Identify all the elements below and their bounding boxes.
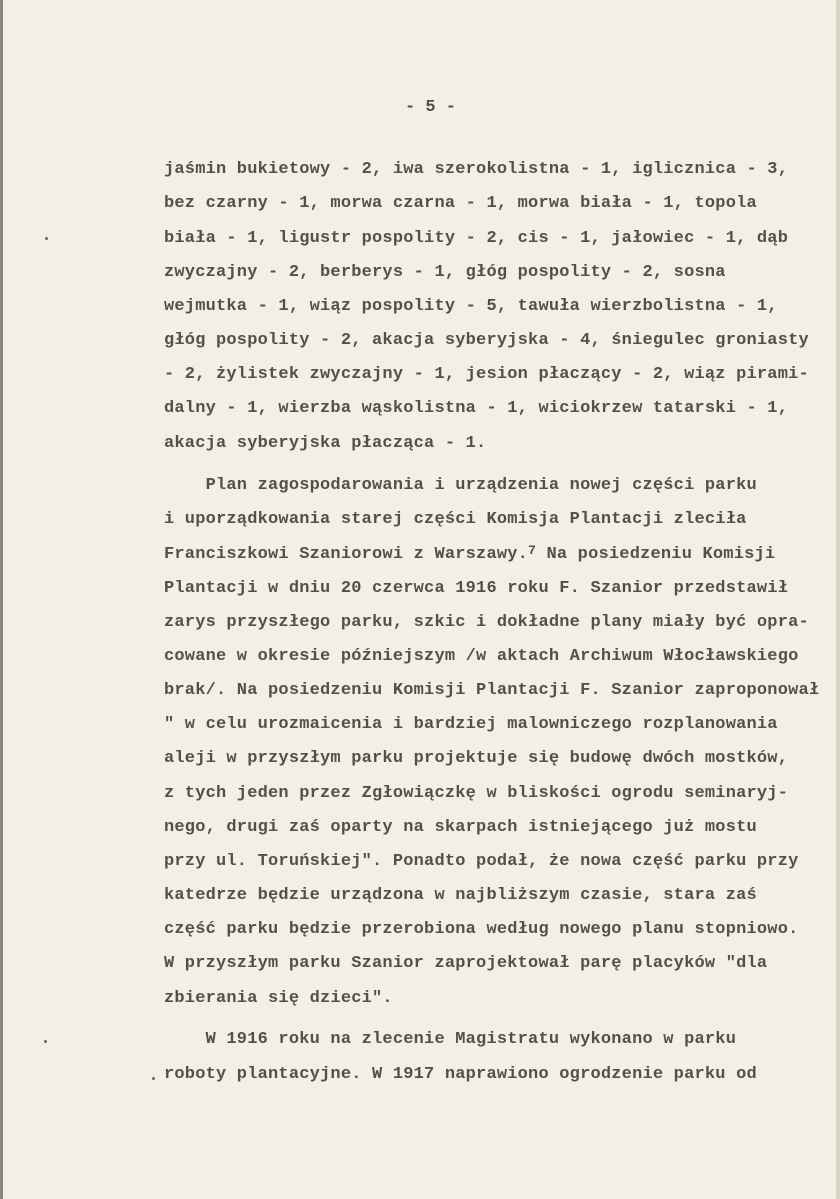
page-edge-right <box>836 0 840 1199</box>
text-line: W 1916 roku na zlecenie Magistratu wykonano w parku <box>164 1030 737 1049</box>
text-line: roboty plantacyjne. W 1917 naprawiono ogrodzenie parku od <box>164 1065 757 1084</box>
text-line: aleji w przyszłym parku projektuje się budowę dwóch mostków, <box>164 749 789 768</box>
text-line: brak/. Na posiedzeniu Komisji Plantacji F. Szanior zaproponował <box>164 681 820 700</box>
text-line: katedrze będzie urządzona w najbliższym czasie, stara zaś <box>164 886 757 905</box>
text-line: nego, drugi zaś oparty na skarpach istniejącego już mostu <box>164 818 757 837</box>
text-line: " w celu urozmaicenia i bardziej malowniczego rozplanowania <box>164 715 778 734</box>
text-line: akacja syberyjska płacząca - 1. <box>164 434 487 453</box>
text-line: zwyczajny - 2, berberys - 1, głóg pospolity - 2, sosna <box>164 263 726 282</box>
text-line: przy ul. Toruńskiej". Ponadto podał, że nowa część parku przy <box>164 852 799 871</box>
text-line: zbierania się dzieci". <box>164 989 393 1008</box>
page-number: - 5 - <box>405 98 457 117</box>
text-line: - 2, żylistek zwyczajny - 1, jesion płaczący - 2, wiąz pirami- <box>164 365 809 384</box>
text-line: cowane w okresie późniejszym /w aktach Archiwum Włocławskiego <box>164 647 799 666</box>
text-line: Plan zagospodarowania i urządzenia nowej części parku <box>164 476 757 495</box>
text-line <box>164 544 775 566</box>
text-line: wejmutka - 1, wiąz pospolity - 5, tawuła wierzbolistna - 1, <box>164 297 778 316</box>
text-line: dalny - 1, wierzba wąskolistna - 1, wiciokrzew tatarski - 1, <box>164 399 789 418</box>
text-line: zarys przyszłego parku, szkic i dokładne plany miały być opra- <box>164 613 809 632</box>
footnote-reference: 7 <box>528 543 537 558</box>
punch-mark <box>152 1077 155 1080</box>
text-line: i uporządkowania starej części Komisja Plantacji zleciła <box>164 510 747 529</box>
text-line: część parku będzie przerobiona według nowego planu stopniowo. <box>164 920 799 939</box>
text-line: W przyszłym parku Szanior zaprojektował parę placyków "dla <box>164 954 768 973</box>
text-segment: Franciszkowi Szaniorowi z Warszawy. <box>164 545 529 564</box>
text-line: z tych jeden przez Zgłowiączkę w bliskości ogrodu seminaryj- <box>164 784 789 803</box>
punch-mark <box>45 237 48 240</box>
text-line: Plantacji w dniu 20 czerwca 1916 roku F. Szanior przedstawił <box>164 579 789 598</box>
text-segment: Na posiedzeniu Komisji <box>536 545 776 564</box>
page-edge-left <box>0 0 3 1199</box>
text-line: biała - 1, ligustr pospolity - 2, cis - 1, jałowiec - 1, dąb <box>164 229 789 248</box>
text-line: głóg pospolity - 2, akacja syberyjska - 4, śniegulec groniasty <box>164 331 809 350</box>
punch-mark <box>44 1040 47 1043</box>
text-line: jaśmin bukietowy - 2, iwa szerokolistna - 1, iglicznica - 3, <box>164 160 789 179</box>
text-line: bez czarny - 1, morwa czarna - 1, morwa biała - 1, topola <box>164 194 757 213</box>
